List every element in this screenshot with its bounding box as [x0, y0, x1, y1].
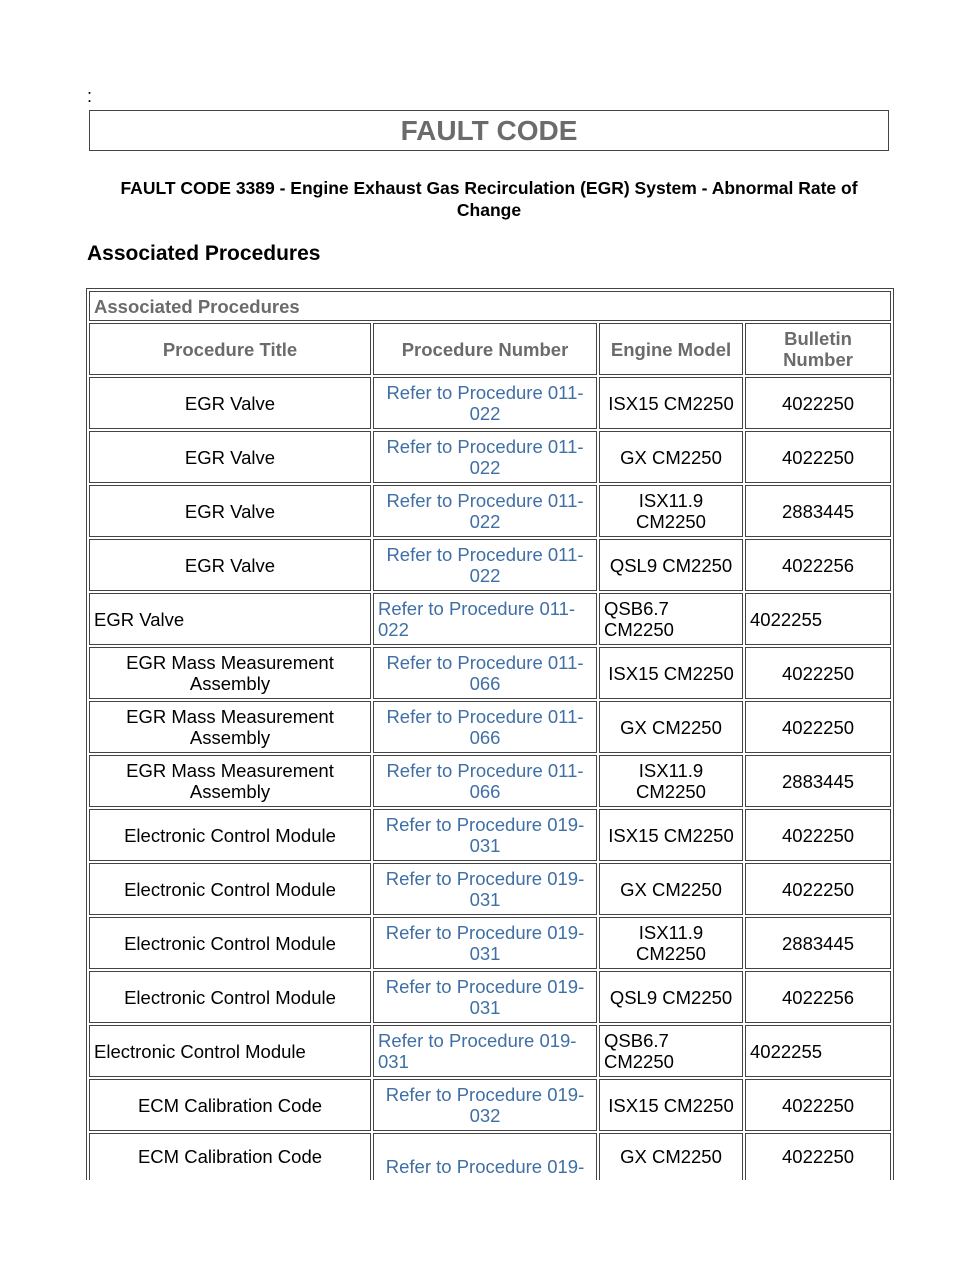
bulletin-number-cell: 4022250	[745, 863, 891, 915]
bulletin-number-cell: 4022250	[745, 431, 891, 483]
bulletin-number-cell: 2883445	[745, 917, 891, 969]
procedure-title-cell: EGR Valve	[89, 431, 371, 483]
table-body	[89, 377, 891, 1180]
procedure-link[interactable]: Refer to Procedure 011-022	[373, 539, 597, 591]
bulletin-number-cell: 4022250	[745, 647, 891, 699]
procedure-title-cell: EGR Mass Measurement Assembly	[89, 701, 371, 753]
bulletin-number-cell: 4022250	[745, 377, 891, 429]
column-header-engine-model: Engine Model	[599, 323, 743, 375]
procedure-link[interactable]: Refer to Procedure 019-031	[373, 809, 597, 861]
bulletin-number-cell: 4022255	[745, 593, 891, 645]
table-row	[89, 1133, 891, 1180]
table-row	[89, 863, 891, 915]
table-row	[89, 593, 891, 645]
procedure-link[interactable]: Refer to Procedure 011-066	[373, 647, 597, 699]
bulletin-number-cell: 4022255	[745, 1025, 891, 1077]
procedure-title-cell: Electronic Control Module	[89, 917, 371, 969]
table-row	[89, 1025, 891, 1077]
procedure-link[interactable]: Refer to Procedure 019-031	[373, 863, 597, 915]
table-row	[89, 917, 891, 969]
column-header-bulletin-number: Bulletin Number	[745, 323, 891, 375]
procedure-link[interactable]: Refer to Procedure 019-032	[373, 1079, 597, 1131]
engine-model-cell: ISX15 CM2250	[599, 377, 743, 429]
engine-model-cell: QSB6.7 CM2250	[599, 593, 743, 645]
engine-model-cell: ISX11.9 CM2250	[599, 917, 743, 969]
procedure-link[interactable]: Refer to Procedure 011-022	[373, 593, 597, 645]
procedure-title-cell: Electronic Control Module	[89, 809, 371, 861]
colon-marker: :	[87, 86, 93, 106]
table-row	[89, 377, 891, 429]
fault-code-title: FAULT CODE 3389 - Engine Exhaust Gas Recirculation (EGR) System - Abnormal Rate of Change	[120, 178, 858, 220]
procedure-link[interactable]: Refer to Procedure 011-022	[373, 431, 597, 483]
bulletin-number-cell: 4022250	[745, 809, 891, 861]
procedure-title-cell: EGR Valve	[89, 485, 371, 537]
engine-model-cell: QSB6.7 CM2250	[599, 1025, 743, 1077]
section-heading: Associated Procedures	[87, 242, 321, 265]
table-row	[89, 1079, 891, 1131]
procedure-title-cell: Electronic Control Module	[89, 1025, 371, 1077]
procedure-title-cell: ECM Calibration Code	[89, 1079, 371, 1131]
procedure-title-cell: Electronic Control Module	[89, 971, 371, 1023]
associated-procedures-table	[86, 288, 894, 1180]
engine-model-cell: QSL9 CM2250	[599, 971, 743, 1023]
table-row	[89, 485, 891, 537]
engine-model-cell: GX CM2250	[599, 863, 743, 915]
table-row	[89, 971, 891, 1023]
bulletin-number-cell: 4022250	[745, 1079, 891, 1131]
bulletin-number-cell: 4022256	[745, 971, 891, 1023]
table-row	[89, 809, 891, 861]
engine-model-cell: ISX11.9 CM2250	[599, 485, 743, 537]
procedure-title-cell: EGR Valve	[89, 593, 371, 645]
table-caption: Associated Procedures	[89, 291, 891, 321]
bulletin-number-cell: 2883445	[745, 755, 891, 807]
bulletin-number-cell: 2883445	[745, 485, 891, 537]
procedure-link[interactable]: Refer to Procedure 019-031	[373, 971, 597, 1023]
engine-model-cell: ISX15 CM2250	[599, 1079, 743, 1131]
engine-model-cell: QSL9 CM2250	[599, 539, 743, 591]
procedure-title-cell: ECM Calibration Code	[89, 1133, 371, 1180]
procedure-link[interactable]: Refer to Procedure 011-022	[373, 377, 597, 429]
procedure-link[interactable]: Refer to Procedure 019-	[373, 1133, 597, 1180]
table-row	[89, 755, 891, 807]
procedure-title-cell: EGR Valve	[89, 539, 371, 591]
procedure-title-cell: Electronic Control Module	[89, 863, 371, 915]
engine-model-cell: GX CM2250	[599, 1133, 743, 1180]
engine-model-cell: GX CM2250	[599, 431, 743, 483]
engine-model-cell: GX CM2250	[599, 701, 743, 753]
procedure-link[interactable]: Refer to Procedure 011-066	[373, 701, 597, 753]
procedure-title-cell: EGR Valve	[89, 377, 371, 429]
bulletin-number-cell: 4022250	[745, 701, 891, 753]
procedure-title-cell: EGR Mass Measurement Assembly	[89, 647, 371, 699]
procedure-link[interactable]: Refer to Procedure 019-031	[373, 1025, 597, 1077]
table-row	[89, 539, 891, 591]
bulletin-number-cell: 4022250	[745, 1133, 891, 1180]
procedures-table-viewport	[86, 288, 894, 1180]
engine-model-cell: ISX15 CM2250	[599, 647, 743, 699]
engine-model-cell: ISX15 CM2250	[599, 809, 743, 861]
column-header-procedure-title: Procedure Title	[89, 323, 371, 375]
table-row	[89, 647, 891, 699]
procedure-link[interactable]: Refer to Procedure 019-031	[373, 917, 597, 969]
table-row	[89, 701, 891, 753]
procedure-title-cell: EGR Mass Measurement Assembly	[89, 755, 371, 807]
table-row	[89, 431, 891, 483]
bulletin-number-cell: 4022256	[745, 539, 891, 591]
procedure-link[interactable]: Refer to Procedure 011-022	[373, 485, 597, 537]
engine-model-cell: ISX11.9 CM2250	[599, 755, 743, 807]
fault-code-header: FAULT CODE	[89, 110, 889, 151]
column-header-procedure-number: Procedure Number	[373, 323, 597, 375]
procedure-link[interactable]: Refer to Procedure 011-066	[373, 755, 597, 807]
